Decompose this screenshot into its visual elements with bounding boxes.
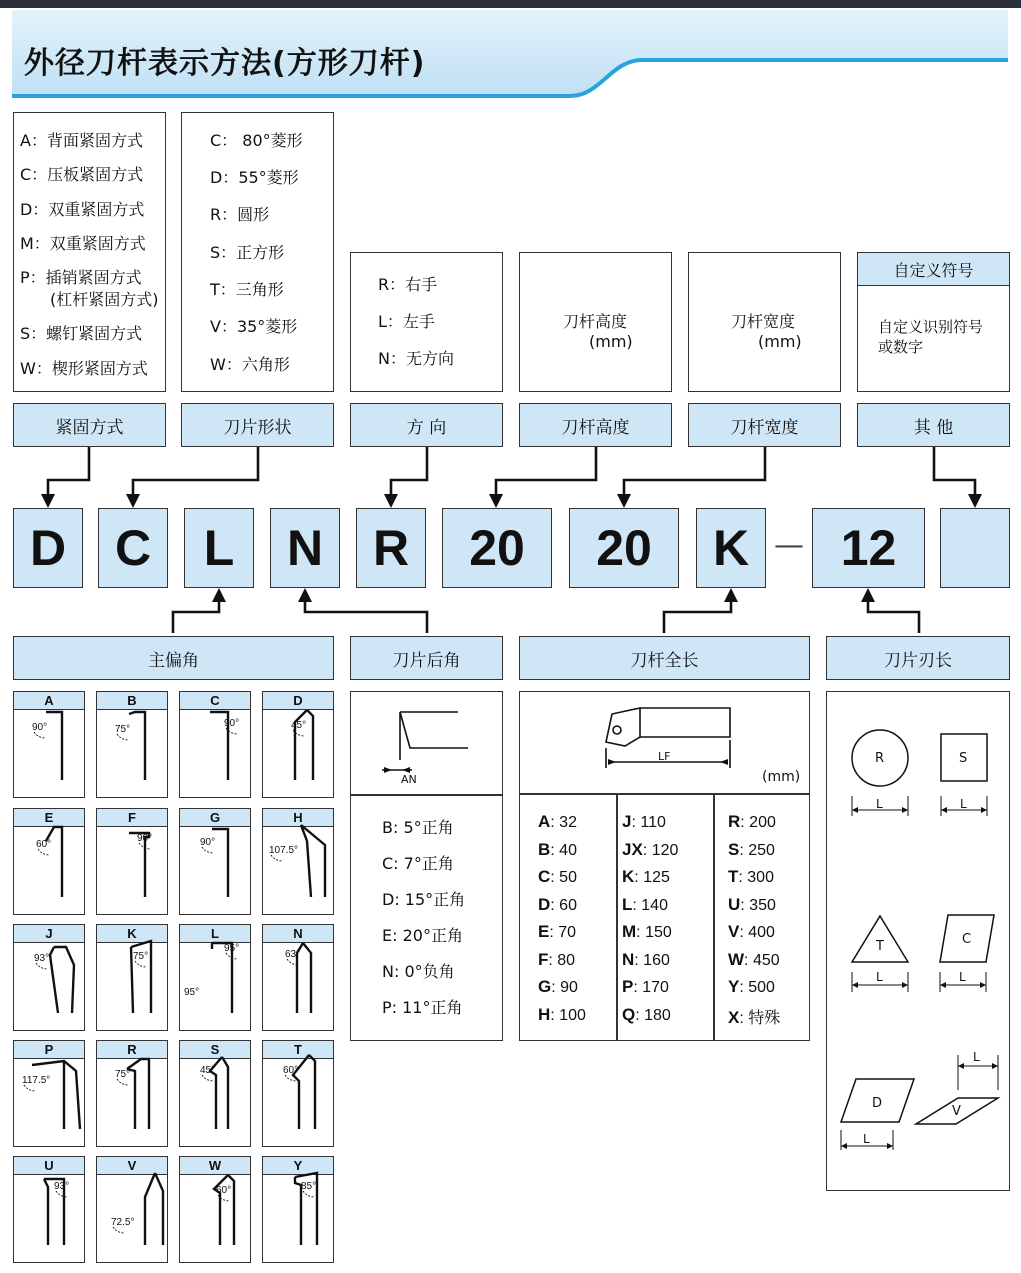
length-code: M: 150 xyxy=(622,922,672,941)
lead-angle-code: H xyxy=(263,809,333,827)
length-code: F: 80 xyxy=(538,949,576,969)
shape-item: D：55°菱形 xyxy=(210,168,299,187)
other-box-header: 自定义符号 xyxy=(858,253,1009,286)
length-code: T: 300 xyxy=(728,867,774,886)
lead-angle-value: 75° xyxy=(115,724,131,735)
clamp-item-note: (杠杆紧固方式) xyxy=(50,290,159,309)
length-code: H: 100 xyxy=(538,1004,586,1024)
lead-angle-value: 93° xyxy=(34,953,50,964)
shape-item: T：三角形 xyxy=(210,280,284,299)
lead-angle-code: L xyxy=(180,925,250,943)
other-box-line2: 或数字 xyxy=(878,338,924,356)
lead-angle-value: 90° xyxy=(137,833,153,844)
code-length: K xyxy=(696,508,766,588)
code-clearance: N xyxy=(270,508,340,588)
length-code: Y: 500 xyxy=(728,977,775,996)
lead-angle-value: 45° xyxy=(291,720,307,731)
lead-angle-code: A xyxy=(14,692,84,710)
direction-item: L：左手 xyxy=(378,312,435,331)
width-box-label: 刀杆宽度 xyxy=(731,312,796,331)
lead-angle-value: 60° xyxy=(283,1065,299,1076)
shape-item: R：圆形 xyxy=(210,205,270,224)
code-height: 20 xyxy=(442,508,552,588)
lead-angle-value: 90° xyxy=(32,722,48,733)
length-code: R: 200 xyxy=(728,812,776,831)
lead-angle-code: Y xyxy=(263,1157,333,1175)
height-box-unit: (mm) xyxy=(589,332,633,351)
lead-angle-value: 107.5° xyxy=(269,845,299,856)
length-code: X: 特殊 xyxy=(728,1007,781,1027)
label-other: 其 他 xyxy=(857,403,1010,447)
toolholder-lf-label: LF xyxy=(658,750,671,763)
page-title: 外径刀杆表示方法(方形刀杆) xyxy=(24,46,426,81)
width-box-unit: (mm) xyxy=(758,332,802,351)
length-code: JX: 120 xyxy=(622,839,679,859)
length-unit: (mm) xyxy=(762,769,801,785)
clearance-an-label: AN xyxy=(401,773,417,786)
lead-angle-code: V xyxy=(97,1157,167,1175)
clearance-item: D: 15°正角 xyxy=(382,890,466,909)
direction-item: R：右手 xyxy=(378,275,438,294)
label-direction: 方 向 xyxy=(350,403,503,447)
lead-angle-value: 60° xyxy=(36,839,52,850)
lead-angle-code: B xyxy=(97,692,167,710)
code-clamping: D xyxy=(13,508,83,588)
clearance-item: C: 7°正角 xyxy=(382,854,454,873)
shape-item: V：35°菱形 xyxy=(210,317,298,336)
label-length: 刀杆全长 xyxy=(519,636,810,680)
length-code: L: 140 xyxy=(622,894,668,914)
insert-l-label: L xyxy=(863,1132,870,1146)
insert-square-letter: S xyxy=(959,751,968,766)
lead-angle-value: 72.5° xyxy=(111,1217,135,1228)
clearance-item: E: 20°正角 xyxy=(382,926,463,945)
lead-angle-value: 75° xyxy=(133,951,149,962)
lead-angle-code: C xyxy=(180,692,250,710)
length-code: B: 40 xyxy=(538,839,577,859)
length-code: Q: 180 xyxy=(622,1004,671,1024)
label-height: 刀杆高度 xyxy=(519,403,672,447)
other-box-line1: 自定义识别符号 xyxy=(878,318,984,336)
lead-angle-value: 75° xyxy=(115,1069,131,1080)
code-width: 20 xyxy=(569,508,679,588)
code-dash: — xyxy=(774,528,804,563)
label-width: 刀杆宽度 xyxy=(688,403,841,447)
lead-angle-code: J xyxy=(14,925,84,943)
length-code: W: 450 xyxy=(728,949,780,969)
lead-angle-value: 95° xyxy=(224,943,240,954)
label-clearance: 刀片后角 xyxy=(350,636,503,680)
length-code: N: 160 xyxy=(622,949,670,969)
height-box-label: 刀杆高度 xyxy=(563,312,628,331)
length-code: A: 32 xyxy=(538,812,577,831)
lead-angle-code: S xyxy=(180,1041,250,1059)
insert-l-label: L xyxy=(876,970,883,984)
length-code: U: 350 xyxy=(728,894,776,914)
length-code: J: 110 xyxy=(622,812,666,831)
lead-angle-code: K xyxy=(97,925,167,943)
clearance-item: P: 11°正角 xyxy=(382,998,463,1017)
insert-l-label: L xyxy=(959,970,966,984)
lead-angle-value: 85° xyxy=(301,1181,317,1192)
length-code: V: 400 xyxy=(728,922,775,941)
length-code: D: 60 xyxy=(538,894,577,914)
code-lead-angle: L xyxy=(184,508,254,588)
lead-angle-value: 45° xyxy=(200,1065,216,1076)
clamp-item: C：压板紧固方式 xyxy=(20,165,144,184)
label-clamping: 紧固方式 xyxy=(13,403,166,447)
lead-angle-code: W xyxy=(180,1157,250,1175)
lead-angle-value: 90° xyxy=(224,718,240,729)
label-insert-shape: 刀片形状 xyxy=(181,403,334,447)
length-code: E: 70 xyxy=(538,922,577,941)
shape-item: S：正方形 xyxy=(210,243,285,262)
code-direction: R xyxy=(356,508,426,588)
lead-angle-code: T xyxy=(263,1041,333,1059)
lead-angle-value: 117.5° xyxy=(22,1075,51,1086)
length-code: G: 90 xyxy=(538,977,578,996)
shape-item: C： 80°菱形 xyxy=(210,131,303,150)
lead-angle-code: F xyxy=(97,809,167,827)
insert-round-letter: R xyxy=(875,751,885,766)
lead-angle-code: G xyxy=(180,809,250,827)
lead-angle-value: 90° xyxy=(200,837,216,848)
lead-angle-code: U xyxy=(14,1157,84,1175)
clamp-item: P：插销紧固方式 xyxy=(20,268,142,287)
clearance-item: B: 5°正角 xyxy=(382,818,454,837)
insert-rhombus35-letter: V xyxy=(952,1104,961,1119)
label-edge-length: 刀片刃长 xyxy=(826,636,1010,680)
lead-angle-code: D xyxy=(263,692,333,710)
code-edge-length: 12 xyxy=(812,508,925,588)
clamp-item: M：双重紧固方式 xyxy=(20,234,146,253)
insert-l-label: L xyxy=(876,797,883,811)
insert-triangle-letter: T xyxy=(876,939,884,954)
insert-l-label: L xyxy=(960,797,967,811)
length-code: S: 250 xyxy=(728,839,775,859)
clamp-item: D：双重紧固方式 xyxy=(20,200,145,219)
clamp-item: W：楔形紧固方式 xyxy=(20,359,148,378)
length-code: C: 50 xyxy=(538,867,577,886)
clamp-item: S：螺钉紧固方式 xyxy=(20,324,143,343)
lead-angle-code: N xyxy=(263,925,333,943)
insert-rhombus80-letter: C xyxy=(962,932,972,947)
lead-angle-code: E xyxy=(14,809,84,827)
clamp-item: A：背面紧固方式 xyxy=(20,131,143,150)
clearance-item: N: 0°负角 xyxy=(382,962,455,981)
insert-rhombus55-letter: D xyxy=(872,1096,883,1111)
lead-angle-value: 63° xyxy=(285,949,301,960)
direction-item: N：无方向 xyxy=(378,349,454,368)
lead-angle-value: 93° xyxy=(54,1181,70,1192)
lead-angle-code: R xyxy=(97,1041,167,1059)
shape-item: W：六角形 xyxy=(210,355,290,374)
lead-angle-code: P xyxy=(14,1041,84,1059)
lead-angle-value: 95° xyxy=(184,987,200,998)
insert-l-label: L xyxy=(973,1050,980,1064)
code-shape: C xyxy=(98,508,168,588)
length-code: K: 125 xyxy=(622,867,670,886)
length-code: P: 170 xyxy=(622,977,669,996)
lead-angle-value: 60° xyxy=(216,1185,232,1196)
label-lead-angle: 主偏角 xyxy=(13,636,334,680)
